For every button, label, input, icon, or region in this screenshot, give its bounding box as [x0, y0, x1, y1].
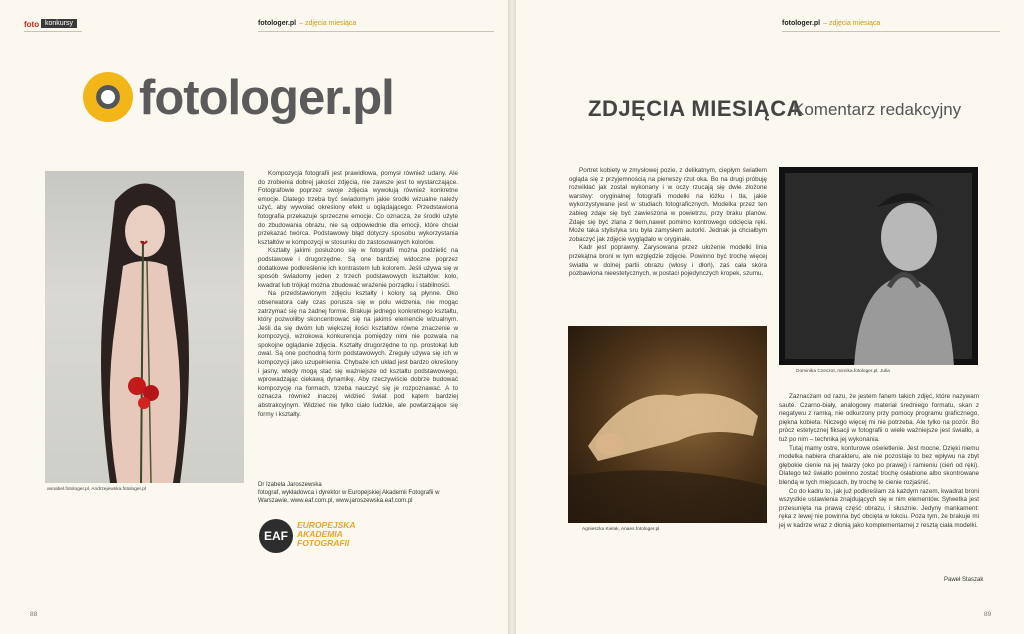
eaf-logo — [259, 519, 369, 555]
right-photo-caption: Dominika Czeczot, mimika.fotologer.pl, Julia — [796, 369, 890, 374]
lens-icon — [83, 72, 133, 122]
left-photo — [45, 171, 244, 483]
eaf-line-1: EUROPEJSKA — [297, 520, 356, 530]
header-right-site-name: fotologer.pl — [782, 20, 821, 27]
spine-gutter — [508, 0, 516, 634]
eaf-circle-icon: EAF — [259, 519, 293, 553]
signature-name: Dr Izabela Jaroszewska — [258, 482, 322, 488]
right-signature: Paweł Staszak — [944, 577, 984, 583]
left-signature — [258, 481, 463, 505]
right-photo — [779, 167, 978, 365]
reclining-woman-illustration — [568, 326, 767, 523]
right-article-column — [779, 393, 979, 531]
left-photo-caption: annabel.fotologer.pl, Andrzejewska.fotologer.pl — [47, 487, 146, 492]
bw-portrait-illustration — [779, 167, 978, 365]
page-number-right: 89 — [984, 611, 992, 618]
fotologer-logo — [83, 68, 423, 130]
header-konkursy-tag: konkursy — [41, 19, 77, 28]
mid-paragraph-2: Kadr jest poprawny. Zarysowana przez ułożenie modelki linia przekątna broni w tym względzie zdjęcie. Powinno być trochę więcej światła w dolnej partii obrazu (włosy i dłoń), zaś cała skóra pozbawiona nieestetycznych, w postaci pojedynczych kropek, szumu. — [569, 244, 767, 278]
header-left-section: – zdjęcia miesiąca — [299, 20, 357, 27]
eaf-line-3: FOTOGRAFII — [297, 538, 350, 548]
header-foto-tag: foto — [24, 20, 40, 29]
middle-photo — [568, 326, 767, 523]
left-paragraph-3: Na przedstawionym zdjęciu kształty i kolory są płynne. Oko obserwatora cały czas porusza się w polu widzenia, nie mogąc zatrzymać się na żadnej formie. Brakuje jednego konkretnego kształtu, który pozwoliłby skoncentrować się na jakimś elemencie wizualnym. Jeśli da się dwóm lub większej ilości kształtów równe znaczenie w kompozycji, wzrokowa konkurencja pomiędzy nimi nie pozwala na spokojne oglądanie zdjęcia. Kształty drugorzędne to np. prostokąt lub owal. Są one pochodną form podstawowych. Zreguły używa się ich w kompozycji jako uzupełnienia. Chybaże ich układ jest bardzo określony i jasny, wtedy mogą stać się ważniejsze od kształtu podstawowego, wprowadzając ciekawą dynamikę. Aby rzeczywiście dobrze budować kompozycję na formach, trzeba nauczyć się je rozpoznawać. A to oznacza również inaczej widzieć świat pod kątem bardziej abstrakcyjnym. Widzieć nie tylko ciało ludzkie, ale powtarzające się formy i kształty. — [258, 290, 458, 418]
left-paragraph-1: Kompozycja fotografii jest prawidłowa, pomysł również udany. Ale do zrobienia dobrej jakości zdjęcia, nie zawsze jest to wystarczające. Fotografowie poprzez swoje zdjęcia wywołują również konkretne emocje. Dlatego trzeba być świadomym jakie środki wizualne należy użyć, aby wywołać określony efekt u oglądającego. Przedstawiona fotografia przekazuje sprzeczne emocje. Co oznacza, że środki użyte do zbudowania obrazu, nie są odpowiednie dla emocji, które chciał przekazać twórca. Podstawowy błąd dotyczy sposobu wykorzystania kształtów w kompozycji w stosunku do zastosowanych kolorów. — [258, 170, 458, 246]
header-rule-right — [782, 31, 1000, 32]
left-article-column — [258, 170, 458, 419]
middle-article-column — [569, 167, 767, 279]
page-subtitle: Komentarz redakcyjny — [793, 100, 962, 119]
page-title: ZDJĘCIA MIESIĄCA — [588, 96, 803, 121]
header-left-site-name: fotologer.pl — [258, 20, 297, 27]
eaf-logo-text — [297, 521, 356, 548]
page-number-left: 88 — [30, 611, 38, 618]
mid-paragraph-1: Portret kobiety w zmysłowej pozie, z delikatnym, ciepłym światłem ogląda się z przyjemnością na pierwszy rzut oka. Bo na drugi próbuję rozwikłać jak został wykonany i w oczy rzucają się dwie złożone warstwy: oryginalnej fotografii modelki na łóżku i tła, jakie wykorzystywane jest w studiach fotograficznych. Modelka przez ten zabieg zdaje się być zawieszona w powietrzu, przy braku planów. Zdaje się być zlana z tłem,nawet pomimo kontrowego odcięcia ręki. Może taka stylistyka sru była zamysłem autorki. Jednak ja chciałbym zobaczyć jak zdjęcie wyglądało w oryginale. — [569, 167, 767, 243]
header-right-section: – zdjęcia miesiąca — [823, 20, 881, 27]
eaf-line-2: AKADEMIA — [297, 529, 343, 539]
header-rule-left-a — [24, 31, 82, 32]
header-right-site — [782, 20, 880, 27]
right-paragraph-1: Zaznaczam od razu, że jestem fanem takich zdjęć, które nazywam sauté. Czarno-biały, analogowy materiał średniego formatu, skan z negatywu z ramką, nie odkurzony przy pomocy programu graficznego, piękna kobieta. Niczego więcej mi nie potrzeba. Ale tylko na pozór. Bo prócz estetycznej fiksacji w fotografii o wiele ważniejsze jest światło, a tuż po nim – technika jej wykonania. — [779, 393, 979, 443]
signature-description: fotograf, wykładowca i dyrektor w Europejskiej Akademii Fotografii w Warszawie, www.eaf.com.pl, www.jaroszewska.eaf.com.pl — [258, 490, 440, 504]
nude-woman-flowers-illustration — [45, 171, 244, 483]
middle-photo-caption: Agnieszka Kielak, Anaes.fotologer.pl — [582, 527, 660, 532]
right-paragraph-2: Tutaj mamy ostre, konturowe oświetlenie. Jest mocne. Dzięki niemu modelka nabiera charakteru, ale nie pozostaje to bez wpływu na zbyt głębokie cienie na jej twarzy (oko po prawej) i ramieniu (cień od ręki). Dlatego też światło powinno zostać trochę osłabione albo skontrowane blendą w tych miejscach, by trochę te cienie rozjaśnić. — [779, 444, 979, 486]
left-paragraph-2: Kształty jakimi posłużono się w fotografii można podzielić na podstawowe i drugorzędne. Są one bardziej widoczne poprzez dodatkowe podkreślenie ich kontrastem lub kolorem. Jeśli używa się w sposób świadomy jeden z trzech podstawowych kształtów: koło, kwadrat lub trójkąt można zbudować wrażenie porządku i stabilności. — [258, 247, 458, 289]
header-left-site — [258, 20, 356, 27]
right-paragraph-3: Co do kadru to, jak już podkreślam za każdym razem, kwadrat broni wszystkie ustawienia znajdujących się w nim elementów. Sylwetka jest przesunięta na prawą część obrazu, i słusznie. Jedyny mankament: ręka z lewej nie powinna być obcięta w łokciu. Poza tym, że brakuje mi jej w kadrze wraz z dłonią jako komplementarnej z resztą ciała modelki. — [779, 487, 979, 529]
header-rule-left-b — [258, 31, 494, 32]
logo-text: fotologer.pl — [139, 71, 394, 125]
